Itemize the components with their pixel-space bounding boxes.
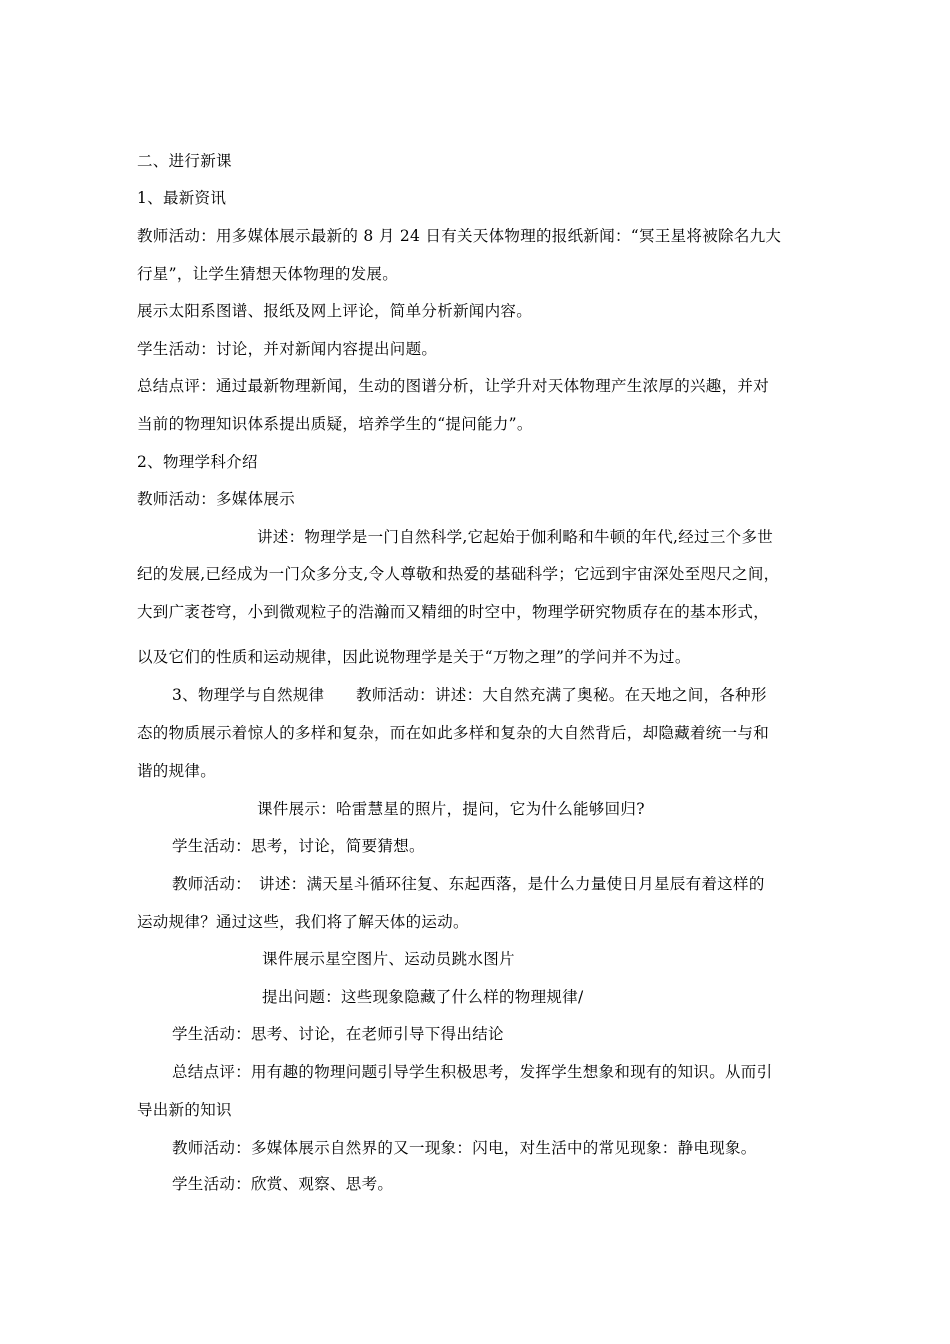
paragraph-line: 教师活动：多媒体展示 (137, 490, 296, 508)
paragraph-line: 纪的发展,已经成为一门众多分支,令人尊敬和热爱的基础科学；它远到宇宙深处至咫尺之间， (137, 565, 780, 583)
paragraph-line: 当前的物理知识体系提出质疑，培养学生的“提问能力”。 (137, 415, 533, 433)
paragraph-line: 课件展示星空图片、运动员跳水图片 (262, 950, 515, 968)
section-physics-and-nature: 3、物理学与自然规律 教师活动：讲述：大自然充满了奥秘。在天地之间，各种形 (172, 686, 767, 704)
paragraph-line: 总结点评：通过最新物理新闻，生动的图谱分析，让学升对天体物理产生浓厚的兴趣，并对 (137, 377, 770, 395)
paragraph-line: 行星”，让学生猜想天体物理的发展。 (137, 265, 399, 283)
paragraph-line: 教师活动： 讲述：满天星斗循环往复、东起西落，是什么力量使日月星辰有着这样的 (172, 875, 765, 893)
paragraph-line: 谐的规律。 (137, 762, 217, 780)
section-latest-news: 1、最新资讯 (137, 189, 227, 207)
paragraph-line: 教师活动：用多媒体展示最新的 8 月 24 日有关天体物理的报纸新闻：“冥王星将被除名九大 (137, 227, 782, 245)
heading-new-lesson: 二、进行新课 (137, 152, 232, 170)
paragraph-line: 运动规律？通过这些，我们将了解天体的运动。 (137, 913, 469, 931)
paragraph-line: 讲述：物理学是一门自然科学,它起始于伽利略和牛顿的年代,经过三个多世 (257, 528, 774, 546)
paragraph-line: 学生活动：讨论，并对新闻内容提出问题。 (137, 340, 438, 358)
section-physics-intro: 2、物理学科介绍 (137, 453, 258, 471)
paragraph-line: 导出新的知识 (137, 1101, 232, 1119)
paragraph-line: 学生活动：欣赏、观察、思考。 (172, 1175, 394, 1193)
paragraph-line: 课件展示：哈雷慧星的照片，提问，它为什么能够回归? (257, 800, 645, 818)
paragraph-line: 学生活动：思考，讨论，简要猜想。 (172, 837, 425, 855)
paragraph-line: 教师活动：多媒体展示自然界的又一现象：闪电，对生活中的常见现象：静电现象。 (172, 1139, 757, 1157)
paragraph-line: 以及它们的性质和运动规律，因此说物理学是关于“万物之理”的学问并不为过。 (137, 648, 691, 666)
paragraph-line: 总结点评：用有趣的物理问题引导学生积极思考，发挥学生想象和现有的知识。从而引 (172, 1063, 773, 1081)
paragraph-line: 提出问题：这些现象隐藏了什么样的物理规律/ (262, 988, 584, 1006)
paragraph-line: 大到广袤苍穹，小到微观粒子的浩瀚而又精细的时空中，物理学研究物质存在的基本形式， (137, 603, 770, 621)
paragraph-line: 展示太阳系图谱、报纸及网上评论，简单分析新闻内容。 (137, 302, 533, 320)
paragraph-line: 态的物质展示着惊人的多样和复杂，而在如此多样和复杂的大自然背后，却隐藏着统一与和 (137, 724, 770, 742)
paragraph-line: 学生活动：思考、讨论，在老师引导下得出结论 (172, 1025, 504, 1043)
